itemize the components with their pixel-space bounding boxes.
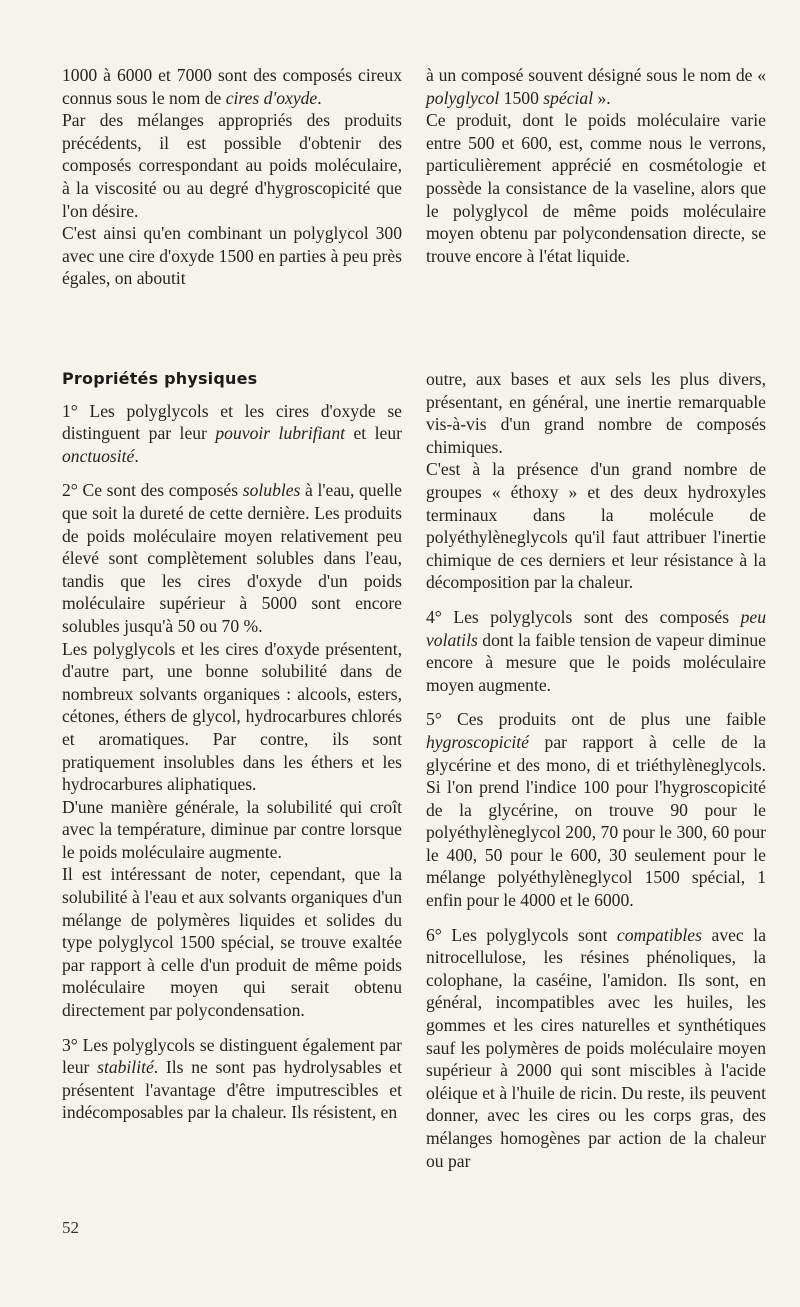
property-item-5 [426,708,766,911]
property-item-6 [426,924,766,1173]
text: à l'eau, quelle que soit la dureté de cette dernière. Les produits de poids moléculaire moyen relativement peu élevé sont complètement solubles dans l'eau, tandis que les cires d'oxyde d'un poids moléculaire supérieur à 5000 sont encore solubles jusqu'à 50 ou 70 %. [62,480,402,636]
property-item-2 [62,479,402,637]
paragraph: Par des mélanges appropriés des produits précédents, il est possible d'obtenir des composés correspondant au poids moléculaire, à la viscosité ou au degré d'hygroscopicité que l'on désire. [62,110,402,221]
text: . Ils ne sont pas hydrolysables et présentent l'avantage d'être imputrescibles et indécomposables par la chaleur. Ils résistent, en [62,1057,402,1123]
paragraph: C'est à la présence d'un grand nombre de groupes « éthoxy » et des deux hydroxyles terminaux dans la molécule de polyéthylèneglycols qu'il faut attribuer l'inertie chimique de ces derniers et leur résistance à la décomposition par la chaleur. [426,459,766,593]
italic-term: onctuosité [62,445,135,466]
text: 1500 [499,87,544,108]
italic-term: compatibles [616,924,702,945]
italic-term: polyglycol [426,87,500,108]
italic-term: peu volatils [426,606,766,650]
text: et leur [345,423,402,444]
italic-term: stabilité [97,1057,154,1078]
text: dont la faible tension de vapeur diminue encore à mesure que le poids moléculaire moyen augmente. [426,629,766,695]
text: . [134,445,139,466]
paragraph: Il est intéressant de noter, cependant, que la solubilité à l'eau et aux solvants organiques d'un mélange de polymères liquides et solides du type polyglycol 1500 spécial, se trouve exaltée par rapport à celle d'un produit de même poids moléculaire moyen qui serait obtenu directement par polycondensation. [62,864,402,1021]
text: 5° Ces produits ont de plus une faible [426,709,766,730]
italic-term: spécial [543,87,594,108]
paragraph: D'une manière générale, la solubilité qui croît avec la température, diminue par contre lorsque le poids moléculaire augmente. [62,796,402,862]
text: 1° Les polyglycols et les cires d'oxyde se distinguent par leur [62,400,402,444]
text: à un composé souvent désigné sous le nom de « [426,65,766,85]
text: 1000 à 6000 et 7000 sont des composés cireux connus sous le nom de [62,65,402,108]
text: 3° Les polyglycols se distinguent également par leur [62,1034,402,1078]
text: avec la nitrocellulose, les résines phénoliques, la colophane, la caséine, l'amidon. Ils sont, en général, incompatibles avec les huiles, les gommes et les cires naturelles et synthétiques sauf les polymères de poids moléculaire moyen supérieur à 2000 qui sont miscibles à l'acide oléique et à l'huile de ricin. Du reste, ils peuvent donner, avec les cires ou les corps gras, des mélanges homogènes par action de la chaleur ou par [426,924,766,1171]
italic-term: cires d'oxyde [225,87,318,108]
paragraph: Ce produit, dont le poids moléculaire varie entre 500 et 600, est, comme nous le verrons, particulièrement apprécié en cosmétologie et possède la consistance de la vaseline, alors que le polyglycol de même poids moléculaire moyen obtenu par polycondensation directe, se trouve encore à l'état liquide. [426,110,766,266]
paragraph [426,64,766,109]
paragraph [62,64,402,109]
section-left-column [62,368,402,1124]
text: 2° Ce sont des composés [62,480,243,501]
text: ». [593,87,611,108]
page-number: 52 [62,1218,79,1237]
paragraph: Les polyglycols et les cires d'oxyde présentent, d'autre part, une bonne solubilité dans de nombreux solvants organiques : alcools, esters, cétones, éthers de glycol, hydrocarbures chlorés et aromatiques. Par contre, ils sont pratiquement insolubles dans les éthers et les hydrocarbures aliphatiques. [62,638,402,795]
italic-term: pouvoir lubrifiant [215,423,346,444]
property-item-4 [426,606,766,696]
left-top-column [62,64,402,290]
section-heading: Propriétés physiques [62,369,258,388]
property-item-3 [62,1034,402,1124]
text: par rapport à celle de la glycérine et des mono, di et triéthylèneglycols. Si l'on prend l'indice 100 pour l'hygroscopicité de la glycérine, on trouve 90 pour le polyéthylèneglycol 200, 70 pour le 300, 60 pour le 400, 50 pour le 600, 30 seulement pour le mélange polyéthylèneglycol 1500 spécial, 1 enfin pour le 4000 et le 6000. [426,731,766,911]
italic-term: hygroscopicité [426,731,529,752]
paragraph: C'est ainsi qu'en combinant un polyglycol 300 avec une cire d'oxyde 1500 en parties à peu près égales, on aboutit [62,223,402,289]
italic-term: solubles [242,480,301,501]
text: 6° Les polyglycols sont [426,924,617,945]
text: . [317,87,322,108]
paragraph: outre, aux bases et aux sels les plus divers, présentant, en général, une inertie remarquable vis-à-vis d'un grand nombre de composés chimiques. [426,369,766,457]
right-top-column [426,64,766,267]
text: 4° Les polyglycols sont des composés [426,606,741,627]
section-right-column [426,368,766,1172]
property-item-1 [62,400,402,468]
